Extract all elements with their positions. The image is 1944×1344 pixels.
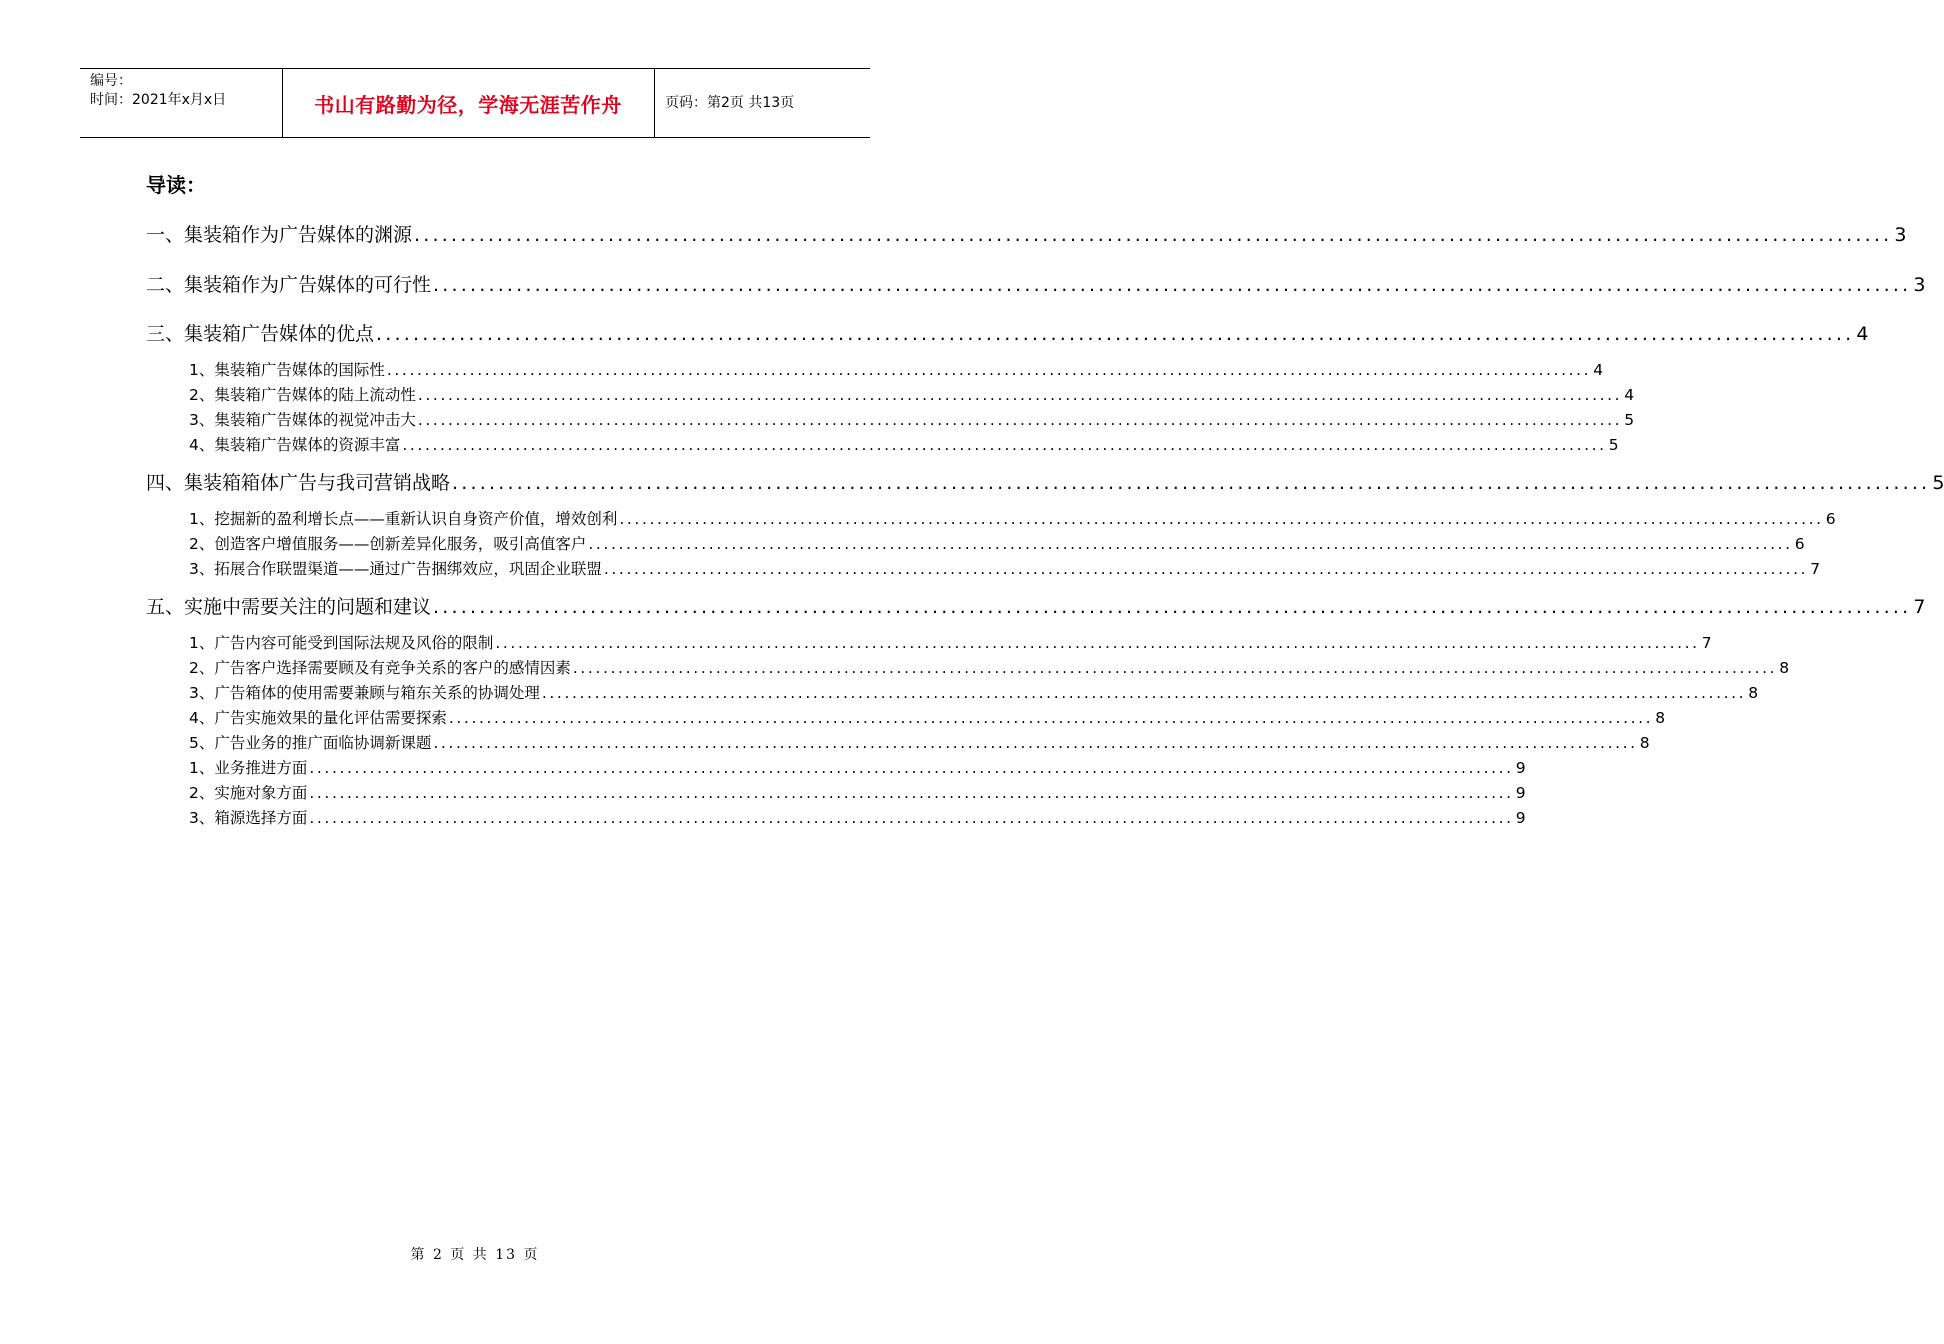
toc-entry-page-number: 5 — [1624, 411, 1635, 429]
toc-dot-leader: ................................................................................................................................................................ — [433, 274, 1912, 296]
toc-entry-title: 4、广告实施效果的量化评估需要探索 — [189, 709, 447, 727]
toc-entry-title: 5、广告业务的推广面临协调新课题 — [189, 734, 432, 752]
toc-entry-title: 4、集装箱广告媒体的资源丰富 — [189, 436, 401, 454]
page-header — [80, 68, 870, 138]
toc-entry[interactable] — [189, 733, 1650, 753]
toc-entry[interactable] — [189, 410, 1635, 430]
toc-entry[interactable] — [189, 534, 1805, 554]
toc-entry-page-number: 8 — [1639, 734, 1650, 752]
date-label: 时间：2021年x月x日 — [90, 92, 227, 108]
toc-dot-leader: ................................................................................................................................................................ — [433, 734, 1638, 752]
toc-entry[interactable] — [146, 470, 1944, 496]
toc-dot-leader: ................................................................................................................................................................ — [495, 634, 1700, 652]
toc-dot-leader: ................................................................................................................................................................ — [619, 510, 1824, 528]
toc-entry[interactable] — [189, 509, 1836, 529]
toc-entry-title: 二、集装箱作为广告媒体的可行性 — [146, 274, 432, 296]
toc-dot-leader: ................................................................................................................................................................ — [309, 759, 1514, 777]
toc-entry-page-number: 8 — [1779, 659, 1790, 677]
toc-entry-page-number: 5 — [1608, 436, 1619, 454]
toc-dot-leader: ................................................................................................................................................................ — [452, 472, 1931, 494]
toc-entry-page-number: 6 — [1794, 535, 1805, 553]
toc-dot-leader: ................................................................................................................................................................ — [417, 386, 1623, 404]
toc-entry[interactable] — [189, 559, 1821, 579]
toc-entry-title: 3、集装箱广告媒体的视觉冲击大 — [189, 411, 416, 429]
toc-entry-title: 1、挖掘新的盈利增长点——重新认识自身资产价值，增效创利 — [189, 510, 618, 528]
toc-entry-title: 一、集装箱作为广告媒体的渊源 — [146, 224, 413, 246]
toc-entry-page-number: 8 — [1655, 709, 1666, 727]
toc-entry-page-number: 5 — [1932, 472, 1944, 494]
toc-entry-title: 三、集装箱广告媒体的优点 — [146, 323, 375, 345]
toc-dot-leader: ................................................................................................................................................................ — [588, 535, 1793, 553]
toc-entry-title: 3、箱源选择方面 — [189, 809, 308, 827]
toc-entry-title: 1、集装箱广告媒体的国际性 — [189, 361, 385, 379]
toc-entry-title: 1、业务推进方面 — [189, 759, 308, 777]
toc-dot-leader: ................................................................................................................................................................ — [603, 560, 1809, 578]
toc-entry[interactable] — [146, 321, 1869, 347]
toc-entry-title: 3、拓展合作联盟渠道——通过广告捆绑效应，巩固企业联盟 — [189, 560, 602, 578]
toc-entry-title: 2、实施对象方面 — [189, 784, 308, 802]
toc-entry-title: 1、广告内容可能受到国际法规及风俗的限制 — [189, 634, 494, 652]
toc-entry[interactable] — [189, 758, 1526, 778]
toc-entry[interactable] — [189, 783, 1526, 803]
toc-dot-leader: ................................................................................................................................................................ — [402, 436, 1607, 454]
toc-entry[interactable] — [189, 808, 1526, 828]
toc-entry-page-number: 9 — [1515, 759, 1526, 777]
toc-dot-leader: ................................................................................................................................................................ — [309, 784, 1514, 802]
toc-dot-leader: ................................................................................................................................................................ — [572, 659, 1778, 677]
toc-entry-title: 2、创造客户增值服务——创新差异化服务，吸引高值客户 — [189, 535, 587, 553]
toc-dot-leader: ................................................................................................................................................................ — [414, 224, 1893, 246]
toc-entry-page-number: 8 — [1748, 684, 1759, 702]
toc-dot-leader: ................................................................................................................................................................ — [376, 323, 1855, 345]
toc-entry-page-number: 7 — [1913, 596, 1926, 618]
toc-entry-title: 四、集装箱箱体广告与我司营销战略 — [146, 472, 451, 494]
page-footer: 第 2 页 共 13 页 — [410, 1247, 540, 1263]
toc-entry[interactable] — [189, 385, 1635, 405]
toc-entry[interactable] — [146, 594, 1926, 620]
header-page-cell — [655, 69, 870, 137]
guide-title: 导读： — [146, 173, 206, 197]
toc-entry-title: 3、广告箱体的使用需要兼顾与箱东关系的协调处理 — [189, 684, 540, 702]
toc-dot-leader: ................................................................................................................................................................ — [433, 596, 1912, 618]
serial-number-label: 编号： — [90, 73, 132, 89]
toc-entry[interactable] — [189, 633, 1712, 653]
toc-entry-page-number: 7 — [1810, 560, 1821, 578]
header-page-info: 页码：第2页 共13页 — [665, 95, 795, 111]
toc-entry-page-number: 9 — [1515, 809, 1526, 827]
header-meta-cell — [80, 69, 283, 137]
toc-entry-page-number: 3 — [1913, 274, 1926, 296]
toc-entry-page-number: 7 — [1701, 634, 1712, 652]
toc-entry-page-number: 6 — [1825, 510, 1836, 528]
toc-entry-title: 2、集装箱广告媒体的陆上流动性 — [189, 386, 416, 404]
toc-entry-title: 五、实施中需要关注的问题和建议 — [146, 596, 432, 618]
toc-dot-leader: ................................................................................................................................................................ — [386, 361, 1592, 379]
toc-dot-leader: ................................................................................................................................................................ — [541, 684, 1747, 702]
header-motto-cell — [282, 69, 655, 137]
toc-dot-leader: ................................................................................................................................................................ — [417, 411, 1623, 429]
toc-dot-leader: ................................................................................................................................................................ — [309, 809, 1514, 827]
toc-entry-page-number: 9 — [1515, 784, 1526, 802]
toc-entry-page-number: 4 — [1624, 386, 1635, 404]
toc-entry[interactable] — [146, 222, 1907, 248]
motto-text: 书山有路勤为径，学海无涯苦作舟 — [314, 93, 622, 117]
toc-entry-page-number: 4 — [1856, 323, 1869, 345]
toc-entry[interactable] — [189, 435, 1619, 455]
toc-entry[interactable] — [146, 272, 1926, 298]
toc-entry-title: 2、广告客户选择需要顾及有竞争关系的客户的感情因素 — [189, 659, 571, 677]
toc-entry[interactable] — [189, 360, 1604, 380]
toc-entry-page-number: 4 — [1593, 361, 1604, 379]
toc-entry-page-number: 3 — [1894, 224, 1907, 246]
toc-entry[interactable] — [189, 708, 1666, 728]
toc-entry[interactable] — [189, 683, 1759, 703]
toc-dot-leader: ................................................................................................................................................................ — [448, 709, 1654, 727]
toc-entry[interactable] — [189, 658, 1790, 678]
